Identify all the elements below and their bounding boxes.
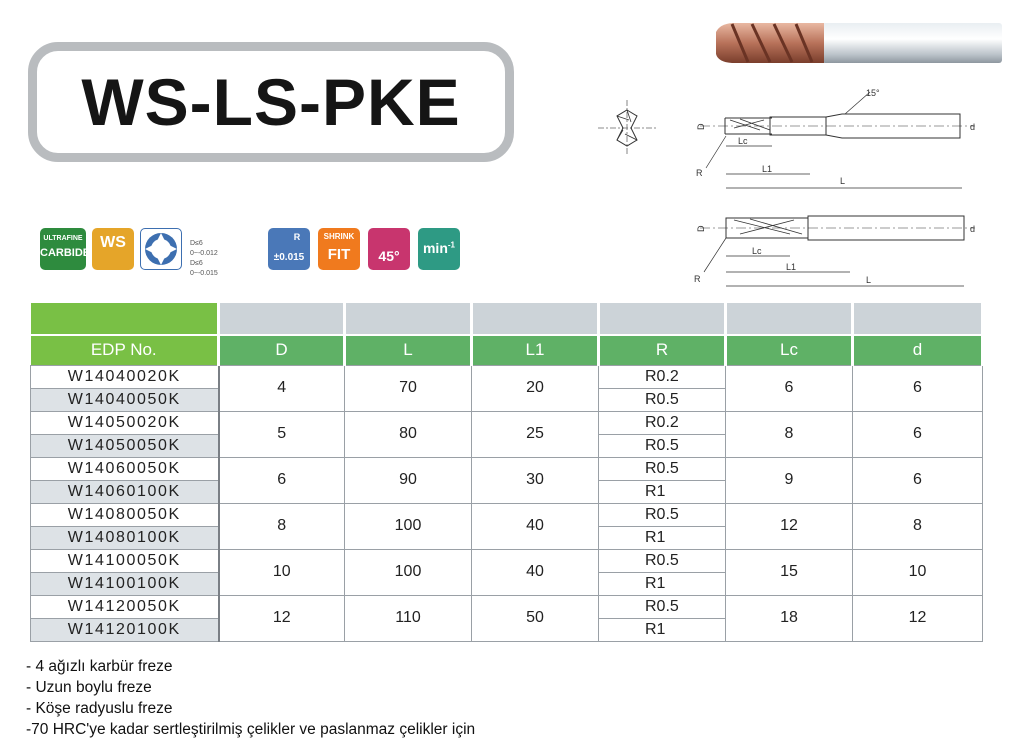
diameter-tolerance-text: D≤6 0~-0.012 D≤6 0~-0.015 [190, 240, 218, 277]
dim-L1-label: L1 [762, 164, 773, 174]
edp-cell: W14120100K [31, 618, 219, 641]
L-cell: 110 [345, 595, 472, 641]
dim-D-label-2: D [696, 225, 706, 232]
table-row [31, 549, 983, 572]
end-view-drawing [596, 98, 658, 158]
R-cell: R0.2 [599, 411, 726, 434]
D-cell: 12 [219, 595, 345, 641]
d-cell: 12 [853, 595, 983, 641]
dim-L-label-2: L [866, 275, 872, 285]
table-top-band [31, 303, 983, 335]
L-cell: 70 [345, 365, 472, 411]
table-row [31, 411, 983, 434]
L1-cell: 40 [472, 549, 599, 595]
edp-cell: W14050020K [31, 411, 219, 434]
shrink-fit-icon: SHRINK FIT [318, 228, 360, 270]
angle-label: 15° [866, 88, 880, 98]
D-cell: 10 [219, 549, 345, 595]
note-line: - Uzun boylu freze [26, 679, 152, 696]
L1-cell: 50 [472, 595, 599, 641]
spec-table [30, 303, 984, 642]
title-frame [28, 42, 514, 162]
edp-cell: W14060050K [31, 457, 219, 480]
Lc-cell: 15 [726, 549, 853, 595]
L1-cell: 25 [472, 411, 599, 457]
header-Lc: Lc [726, 335, 853, 365]
R-cell: R0.2 [599, 365, 726, 388]
note-line: -70 HRC'ye kadar sertleştirilmiş çelikler ve paslanmaz çelikler için [26, 721, 476, 738]
L1-cell: 40 [472, 503, 599, 549]
R-cell: R0.5 [599, 457, 726, 480]
L-cell: 80 [345, 411, 472, 457]
edp-cell: W14060100K [31, 480, 219, 503]
dim-D-label: D [696, 123, 706, 130]
header-L1: L1 [472, 335, 599, 365]
tolerance-circle-icon [140, 228, 182, 270]
header-L: L [345, 335, 472, 365]
table-row [31, 595, 983, 618]
feature-notes [26, 656, 475, 740]
D-cell: 6 [219, 457, 345, 503]
edp-cell: W14040050K [31, 388, 219, 411]
Lc-cell: 9 [726, 457, 853, 503]
radius-tolerance-icon: R ±0.015 [268, 228, 310, 270]
d-cell: 10 [853, 549, 983, 595]
dim-L-label: L [840, 176, 846, 186]
dim-d-label-2: d [970, 224, 976, 234]
dim-R-label-2: R [694, 274, 701, 284]
table-header-row [31, 335, 983, 365]
Lc-cell: 8 [726, 411, 853, 457]
R-cell: R0.5 [599, 549, 726, 572]
tool-drawing-bottom [690, 206, 980, 292]
R-cell: R1 [599, 572, 726, 595]
d-cell: 8 [853, 503, 983, 549]
Lc-cell: 18 [726, 595, 853, 641]
R-cell: R1 [599, 618, 726, 641]
carbide-icon: ULTRAFINE CARBIDE [40, 228, 86, 270]
dim-R-label: R [696, 168, 703, 178]
edp-cell: W14100050K [31, 549, 219, 572]
R-cell: R1 [599, 526, 726, 549]
table-row [31, 457, 983, 480]
edp-cell: W14080050K [31, 503, 219, 526]
header-D: D [219, 335, 345, 365]
note-line: - 4 ağızlı karbür freze [26, 658, 173, 675]
edp-cell: W14120050K [31, 595, 219, 618]
header-R: R [599, 335, 726, 365]
L-cell: 100 [345, 503, 472, 549]
Lc-cell: 6 [726, 365, 853, 411]
table-row [31, 503, 983, 526]
R-cell: R0.5 [599, 434, 726, 457]
edp-cell: W14100100K [31, 572, 219, 595]
edp-cell: W14080100K [31, 526, 219, 549]
L1-cell: 30 [472, 457, 599, 503]
dim-d-label: d [970, 122, 976, 132]
d-cell: 6 [853, 411, 983, 457]
end-mill-photo [712, 18, 1004, 68]
tool-drawing-top [690, 84, 980, 194]
dim-Lc-label: Lc [738, 136, 748, 146]
ws-coating-icon: WS [92, 228, 134, 270]
product-title: WS-LS-PKE [81, 65, 461, 139]
rpm-icon: $\min^{-1}$ [418, 228, 460, 270]
helix-angle-icon: 45° [368, 228, 410, 270]
dim-Lc-label-2: Lc [752, 246, 762, 256]
edp-cell: W14050050K [31, 434, 219, 457]
d-cell: 6 [853, 365, 983, 411]
D-cell: 4 [219, 365, 345, 411]
header-d: d [853, 335, 983, 365]
Lc-cell: 12 [726, 503, 853, 549]
R-cell: R0.5 [599, 503, 726, 526]
table-row [31, 365, 983, 388]
R-cell: R0.5 [599, 388, 726, 411]
D-cell: 5 [219, 411, 345, 457]
header-edp: EDP No. [31, 335, 219, 365]
note-line: - Köşe radyuslu freze [26, 700, 173, 717]
dim-L1-label-2: L1 [786, 262, 797, 272]
R-cell: R1 [599, 480, 726, 503]
L1-cell: 20 [472, 365, 599, 411]
R-cell: R0.5 [599, 595, 726, 618]
edp-cell: W14040020K [31, 365, 219, 388]
d-cell: 6 [853, 457, 983, 503]
D-cell: 8 [219, 503, 345, 549]
L-cell: 90 [345, 457, 472, 503]
L-cell: 100 [345, 549, 472, 595]
